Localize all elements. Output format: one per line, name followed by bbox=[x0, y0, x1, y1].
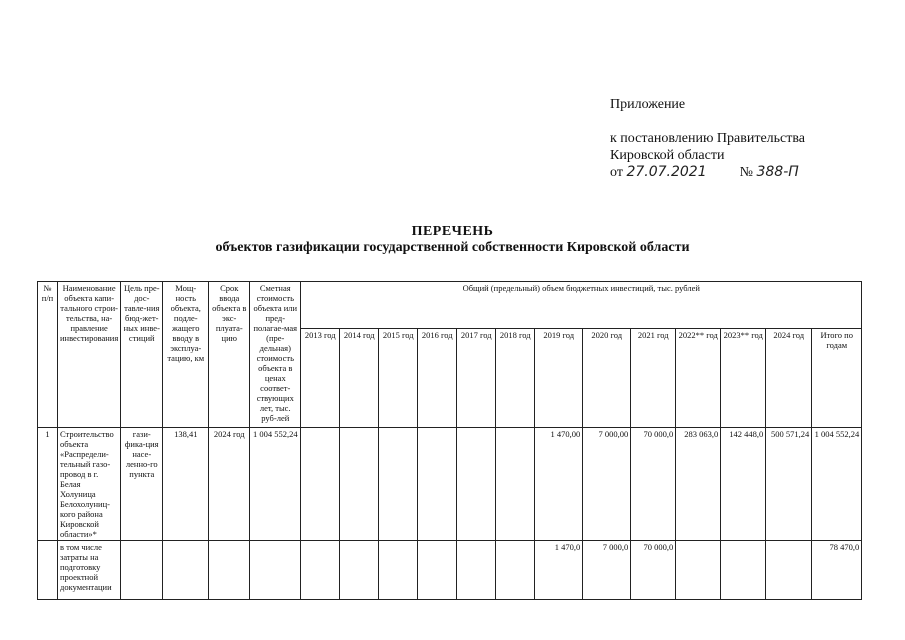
handwritten-date: 27.07.2021 bbox=[626, 164, 707, 180]
header-year: 2022** год bbox=[676, 329, 721, 428]
table-row bbox=[38, 428, 862, 541]
header-total: Итого по годам bbox=[812, 329, 862, 428]
cell-year-value bbox=[721, 541, 766, 600]
header-year: 2016 год bbox=[418, 329, 457, 428]
cell-cost: 1 004 552,24 bbox=[250, 428, 301, 541]
cell-total: 78 470,0 bbox=[812, 541, 862, 600]
cell-num bbox=[38, 541, 58, 600]
appendix-block bbox=[610, 96, 805, 181]
cell-year-value: 7 000,00 bbox=[583, 428, 631, 541]
header-total-group: Общий (предельный) объем бюджетных инвестиций, тыс. рублей bbox=[301, 282, 862, 329]
cell-year-value bbox=[496, 541, 535, 600]
cell-purpose: гази-фика-ция насе-ленно-го пункта bbox=[121, 428, 163, 541]
cell-name: Строительство объекта «Распредели-тельный газо-провод в г. Белая Холуница Белохолуниц-кого района Кировской области»* bbox=[58, 428, 121, 541]
cell-year-value bbox=[418, 428, 457, 541]
header-cost: Сметная стоимость объекта или пред-полагае-мая (пре-дельная) стоимость объекта в ценах соответ-ствующих лет, тыс. руб-лей bbox=[250, 282, 301, 428]
table-row bbox=[38, 541, 862, 600]
header-year: 2021 год bbox=[631, 329, 676, 428]
header-year: 2017 год bbox=[457, 329, 496, 428]
cell-year-value bbox=[676, 541, 721, 600]
cell-cost bbox=[250, 541, 301, 600]
header-num: № п/п bbox=[38, 282, 58, 428]
cell-year-value: 142 448,0 bbox=[721, 428, 766, 541]
cell-deadline bbox=[209, 541, 250, 600]
cell-year-value bbox=[496, 428, 535, 541]
header-year: 2014 год bbox=[340, 329, 379, 428]
header-year: 2015 год bbox=[379, 329, 418, 428]
cell-capacity: 138,41 bbox=[163, 428, 209, 541]
cell-year-value bbox=[301, 541, 340, 600]
cell-year-value: 1 470,0 bbox=[535, 541, 583, 600]
header-year: 2020 год bbox=[583, 329, 631, 428]
header-year: 2024 год bbox=[766, 329, 812, 428]
header-deadline: Срок ввода объекта в экс-плуата-цию bbox=[209, 282, 250, 428]
cell-year-value: 283 063,0 bbox=[676, 428, 721, 541]
document-subtitle: объектов газификации государственной собственности Кировской области bbox=[215, 240, 690, 255]
cell-year-value: 1 470,00 bbox=[535, 428, 583, 541]
cell-year-value bbox=[766, 541, 812, 600]
cell-year-value bbox=[379, 428, 418, 541]
header-year: 2018 год bbox=[496, 329, 535, 428]
header-year: 2023** год bbox=[721, 329, 766, 428]
header-purpose: Цель пре-дос-тавле-ния бюд-жет-ных инве-стиций bbox=[121, 282, 163, 428]
header-year: 2019 год bbox=[535, 329, 583, 428]
cell-num: 1 bbox=[38, 428, 58, 541]
cell-year-value: 7 000,0 bbox=[583, 541, 631, 600]
investment-table bbox=[37, 281, 862, 600]
cell-deadline: 2024 год bbox=[209, 428, 250, 541]
header-capacity: Мощ-ность объекта, подле-жащего вводу в эксплуа-тацию, км bbox=[163, 282, 209, 428]
cell-year-value bbox=[340, 541, 379, 600]
appendix-title: Приложение bbox=[610, 97, 686, 112]
appendix-date-line bbox=[610, 164, 805, 181]
cell-name: в том числе затраты на подготовку проектной документации bbox=[58, 541, 121, 600]
cell-year-value bbox=[340, 428, 379, 541]
number-prefix: № bbox=[739, 165, 753, 180]
header-name: Наименование объекта капи-тального строи-тельства, на-правление инвестирования bbox=[58, 282, 121, 428]
cell-total: 1 004 552,24 bbox=[812, 428, 862, 541]
cell-year-value bbox=[418, 541, 457, 600]
cell-year-value: 500 571,24 bbox=[766, 428, 812, 541]
date-prefix: от bbox=[610, 165, 623, 180]
cell-year-value bbox=[457, 541, 496, 600]
document-title: ПЕРЕЧЕНЬ bbox=[411, 224, 494, 239]
cell-capacity bbox=[163, 541, 209, 600]
appendix-resolution: к постановлению Правительства bbox=[610, 131, 806, 146]
cell-year-value bbox=[457, 428, 496, 541]
header-year: 2013 год bbox=[301, 329, 340, 428]
cell-year-value: 70 000,0 bbox=[631, 541, 676, 600]
cell-purpose bbox=[121, 541, 163, 600]
cell-year-value: 70 000,0 bbox=[631, 428, 676, 541]
header-row bbox=[38, 282, 862, 329]
cell-year-value bbox=[301, 428, 340, 541]
cell-year-value bbox=[379, 541, 418, 600]
appendix-region: Кировской области bbox=[610, 148, 725, 163]
handwritten-number: 388-П bbox=[756, 164, 799, 180]
